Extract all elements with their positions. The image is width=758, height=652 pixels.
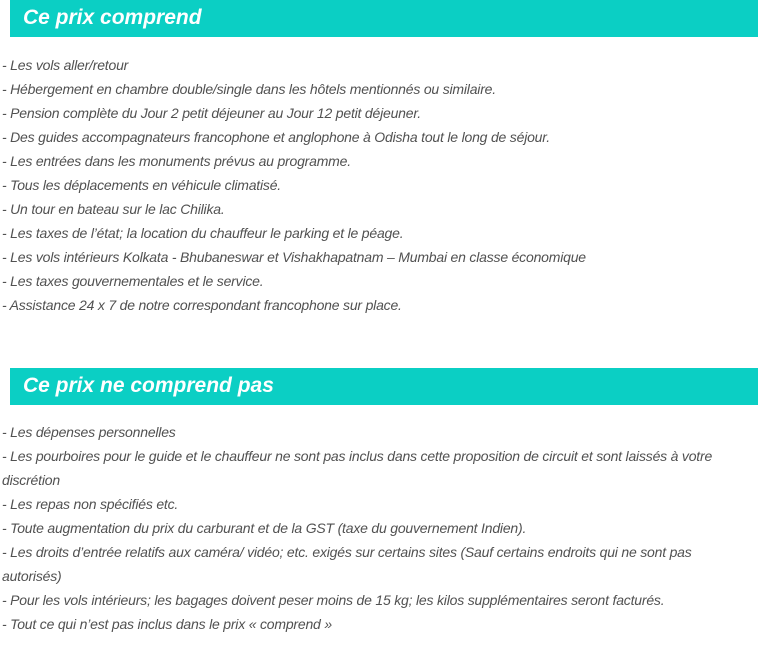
section-price-excludes xyxy=(0,368,758,636)
list-item: - Pension complète du Jour 2 petit déjeuner au Jour 12 petit déjeuner. xyxy=(2,105,421,121)
list-item: - Les vols intérieurs Kolkata - Bhubaneswar et Vishakhapatnam – Mumbai en classe économique xyxy=(2,249,586,265)
list-item: - Toute augmentation du prix du carburant et de la GST (taxe du gouvernement Indien). xyxy=(2,520,527,536)
section-price-includes xyxy=(0,0,758,317)
list-item: - Pour les vols intérieurs; les bagages doivent peser moins de 15 kg; les kilos supplémentaires seront facturés. xyxy=(2,592,665,608)
includes-header-bar xyxy=(10,0,758,37)
list-item: - Tous les déplacements en véhicule climatisé. xyxy=(2,177,281,193)
excludes-header-bar xyxy=(10,368,758,405)
list-item: - Un tour en bateau sur le lac Chilika. xyxy=(2,201,225,217)
list-item: - Assistance 24 x 7 de notre correspondant francophone sur place. xyxy=(2,297,402,313)
list-item: - Les dépenses personnelles xyxy=(2,424,176,440)
list-item: - Les taxes de l’état; la location du chauffeur le parking et le péage. xyxy=(2,225,404,241)
list-item: - Les repas non spécifiés etc. xyxy=(2,496,179,512)
list-item: - Les entrées dans les monuments prévus au programme. xyxy=(2,153,351,169)
excludes-title: Ce prix ne comprend pas xyxy=(23,374,274,397)
excludes-list xyxy=(2,420,742,636)
list-item: - Les droits d’entrée relatifs aux caméra/ vidéo; etc. exigés sur certains sites (Sauf certains endroits qui ne sont pas autorisés) xyxy=(2,544,692,584)
includes-list xyxy=(2,53,742,317)
includes-title: Ce prix comprend xyxy=(23,6,202,29)
list-item: - Tout ce qui n’est pas inclus dans le prix « comprend » xyxy=(2,616,332,632)
list-item: - Les vols aller/retour xyxy=(2,57,129,73)
list-item: - Des guides accompagnateurs francophone et anglophone à Odisha tout le long de séjour. xyxy=(2,129,550,145)
list-item: - Hébergement en chambre double/single dans les hôtels mentionnés ou similaire. xyxy=(2,81,496,97)
list-item: - Les taxes gouvernementales et le service. xyxy=(2,273,264,289)
list-item: - Les pourboires pour le guide et le chauffeur ne sont pas inclus dans cette proposition de circuit et sont laissés à votre discrétion xyxy=(2,448,713,488)
